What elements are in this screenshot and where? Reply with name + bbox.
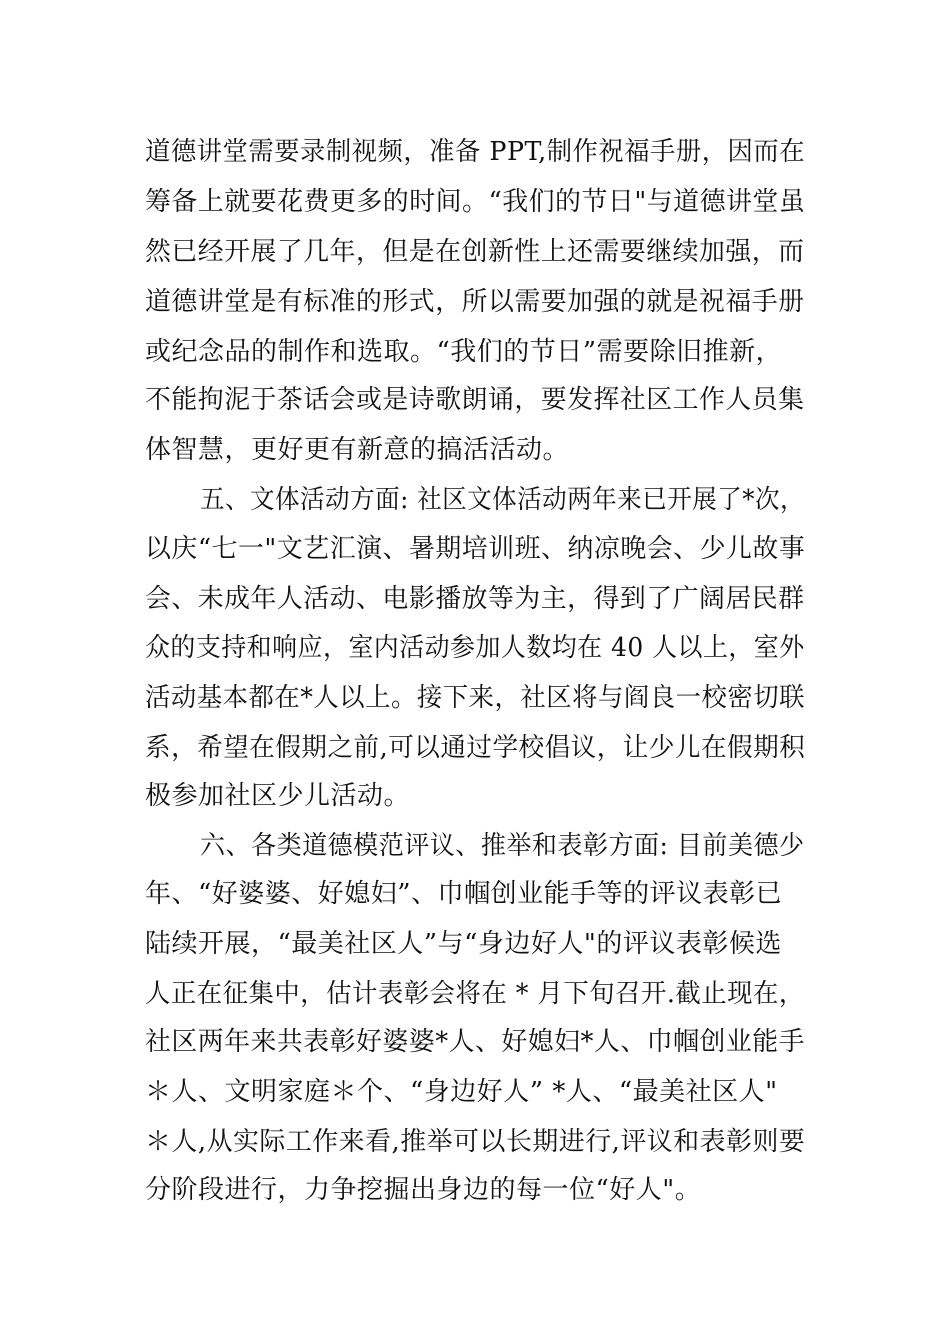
text-line: 六、各类道德模范评议、推举和表彰方面: 目前美德少 (200, 831, 805, 861)
text-line: ＊人,从实际工作来看,推举可以长期进行,评议和表彰则要 (145, 1127, 806, 1157)
text-line: 年、“好婆婆、好媳妇”、巾帼创业能手等的评议表彰已 (145, 879, 783, 909)
text-line: 陆续开展，“最美社区人”与“身边好人"的评议表彰候选 (145, 929, 782, 959)
text-line: ＊人、文明家庭＊个、“身边好人” *人、“最美社区人" (145, 1077, 778, 1107)
text-line: 社区两年来共表彰好婆婆*人、好媳妇*人、巾帼创业能手 (145, 1027, 806, 1057)
text-line: 极参加社区少儿活动。 (145, 781, 411, 811)
text-line: 或纪念品的制作和选取。“我们的节日”需要除旧推新， (145, 337, 783, 367)
text-line: 以庆“七一"文艺汇演、暑期培训班、纳凉晚会、少儿故事 (145, 534, 806, 564)
text-line: 分阶段进行，力争挖掘出身边的每一位“好人"。 (145, 1175, 702, 1205)
text-line: 众的支持和响应，室内活动参加人数均在 40 人以上，室外 (145, 633, 805, 663)
text-line: 筹备上就要花费更多的时间。“我们的节日"与道德讲堂虽 (145, 187, 806, 217)
text-line: 活动基本都在*人以上。接下来，社区将与阎良一校密切联 (145, 683, 805, 713)
text-line: 道德讲堂需要录制视频，准备 PPT,制作祝福手册，因而在 (145, 137, 806, 167)
text-line: 不能拘泥于茶话会或是诗歌朗诵，要发挥社区工作人员集 (145, 385, 805, 415)
text-line: 会、未成年人活动、电影播放等为主，得到了广阔居民群 (145, 584, 805, 614)
text-line: 人正在征集中，估计表彰会将在 * 月下旬召开.截止现在， (145, 979, 805, 1009)
text-line: 五、文体活动方面: 社区文体活动两年来已开展了*次， (200, 485, 806, 515)
text-line: 系，希望在假期之前,可以通过学校倡议，让少儿在假期积 (145, 733, 806, 763)
text-line: 道德讲堂是有标准的形式，所以需要加强的就是祝福手册 (145, 287, 805, 317)
text-line: 然已经开展了几年，但是在创新性上还需要继续加强，而 (145, 237, 805, 267)
text-line: 体智慧，更好更有新意的搞活活动。 (145, 435, 570, 465)
